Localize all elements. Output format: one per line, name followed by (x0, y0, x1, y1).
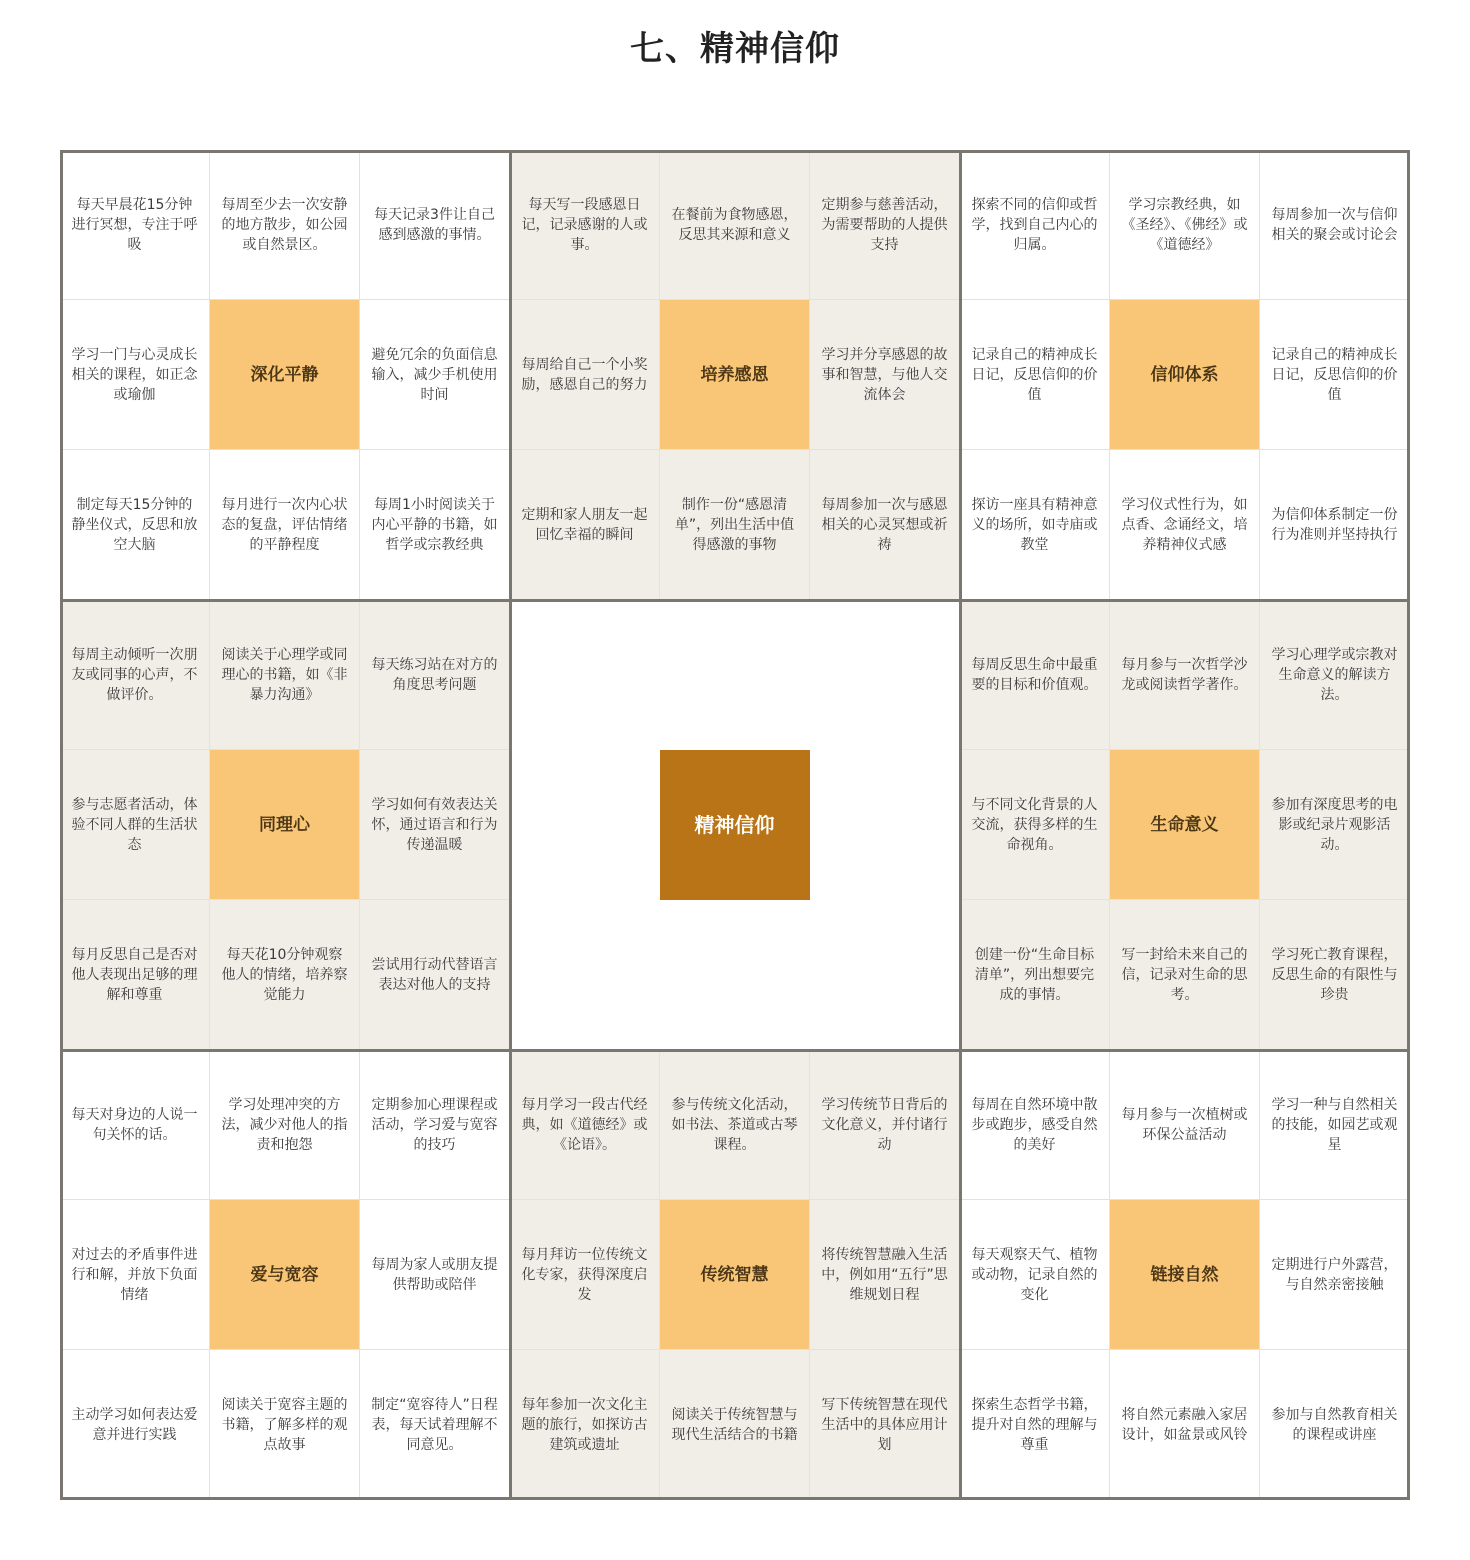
action-cell-text: 学习一种与自然相关的技能，如园艺或观星 (1271, 1096, 1398, 1153)
action-cell (1110, 600, 1260, 750)
action-cell-text: 参与志愿者活动，体验不同人群的生活状态 (71, 796, 198, 853)
action-cell-text: 每天花10分钟观察他人的情绪，培养察觉能力 (221, 946, 348, 1003)
action-cell (1260, 600, 1410, 750)
action-cell-text: 每周给自己一个小奖励，感恩自己的努力 (521, 356, 648, 393)
action-cell-text: 每天记录3件让自己感到感激的事情。 (374, 206, 495, 243)
action-cell (210, 150, 360, 300)
action-cell-text: 与不同文化背景的人交流，获得多样的生命视角。 (971, 796, 1098, 853)
action-cell (960, 300, 1110, 450)
action-cell (510, 150, 660, 300)
theme-cell (210, 750, 360, 900)
action-cell-text: 在餐前为食物感恩，反思其来源和意义 (671, 206, 798, 243)
action-cell (60, 900, 210, 1050)
action-cell (1260, 450, 1410, 600)
action-cell-text: 每周在自然环境中散步或跑步，感受自然的美好 (971, 1096, 1098, 1153)
action-cell (60, 600, 210, 750)
empty-cell (660, 900, 810, 1050)
action-cell-text: 每天写一段感恩日记，记录感谢的人或事。 (521, 196, 648, 253)
action-cell-text: 制定每天15分钟的静坐仪式，反思和放空大脑 (71, 496, 198, 553)
theme-cell-text: 信仰体系 (1150, 364, 1219, 385)
page-title: 七、精神信仰 (630, 29, 840, 69)
empty-cell (510, 600, 660, 750)
action-cell-text: 每周为家人或朋友提供帮助或陪伴 (371, 1256, 498, 1293)
action-cell (660, 450, 810, 600)
action-cell (60, 1200, 210, 1350)
action-cell (210, 1350, 360, 1500)
action-cell-text: 学习处理冲突的方法，减少对他人的指责和抱怨 (221, 1096, 348, 1153)
action-cell (1260, 1350, 1410, 1500)
action-cell-text: 学习仪式性行为，如点香、念诵经文，培养精神仪式感 (1121, 496, 1248, 553)
theme-cell (660, 1200, 810, 1350)
action-cell (1260, 750, 1410, 900)
action-cell-text: 学习宗教经典，如《圣经》、《佛经》或《道德经》 (1121, 196, 1248, 253)
action-cell-text: 避免冗余的负面信息输入，减少手机使用时间 (371, 346, 498, 403)
action-cell (1110, 150, 1260, 300)
action-cell (210, 600, 360, 750)
action-cell-text: 阅读关于心理学或同理心的书籍，如《非暴力沟通》 (221, 646, 348, 703)
action-cell (1110, 1050, 1260, 1200)
theme-cell-text: 爱与宽容 (250, 1264, 319, 1285)
action-cell-text: 学习如何有效表达关怀，通过语言和行为传递温暖 (371, 796, 498, 853)
theme-cell (210, 300, 360, 450)
action-cell (1110, 900, 1260, 1050)
action-cell (960, 1350, 1110, 1500)
action-cell (960, 1200, 1110, 1350)
action-cell (1260, 1050, 1410, 1200)
action-cell-text: 每月拜访一位传统文化专家，获得深度启发 (521, 1246, 648, 1303)
action-cell-text: 为信仰体系制定一份行为准则并坚持执行 (1271, 506, 1398, 543)
action-cell-text: 每月学习一段古代经典，如《道德经》或《论语》。 (521, 1096, 648, 1153)
theme-cell-text: 同理心 (259, 814, 310, 835)
theme-cell (210, 1200, 360, 1350)
action-cell (360, 750, 510, 900)
theme-cell-text: 传统智慧 (700, 1264, 769, 1285)
action-cell (210, 900, 360, 1050)
action-cell-text: 每天观察天气、植物或动物，记录自然的变化 (971, 1246, 1098, 1303)
action-cell (60, 150, 210, 300)
action-cell-text: 学习一门与心灵成长相关的课程，如正念或瑜伽 (71, 346, 198, 403)
action-cell-text: 每周1小时阅读关于内心平静的书籍，如哲学或宗教经典 (371, 496, 498, 553)
action-cell-text: 写一封给未来自己的信，记录对生命的思考。 (1121, 946, 1248, 1003)
action-cell-text: 探索不同的信仰或哲学，找到自己内心的归属。 (971, 196, 1098, 253)
action-cell (960, 150, 1110, 300)
action-cell (360, 300, 510, 450)
action-cell-text: 记录自己的精神成长日记，反思信仰的价值 (971, 346, 1098, 403)
action-cell-text: 参加有深度思考的电影或纪录片观影活动。 (1271, 796, 1398, 853)
action-cell (510, 1350, 660, 1500)
action-cell (210, 1050, 360, 1200)
action-cell (360, 900, 510, 1050)
action-cell-text: 阅读关于传统智慧与现代生活结合的书籍 (671, 1406, 798, 1443)
action-cell-text: 定期进行户外露营，与自然亲密接触 (1271, 1256, 1398, 1293)
theme-cell (1110, 300, 1260, 450)
block-divider-horizontal (60, 599, 1410, 602)
action-cell-text: 创建一份“生命目标清单”，列出想要完成的事情。 (974, 946, 1095, 1003)
action-cell (510, 1050, 660, 1200)
action-cell (810, 1350, 960, 1500)
action-cell-text: 每周反思生命中最重要的目标和价值观。 (971, 656, 1098, 693)
action-cell (360, 1050, 510, 1200)
theme-cell (1110, 1200, 1260, 1350)
action-cell (1260, 900, 1410, 1050)
action-cell-text: 每月进行一次内心状态的复盘，评估情绪的平静程度 (221, 496, 348, 553)
action-cell-text: 探索生态哲学书籍，提升对自然的理解与尊重 (971, 1396, 1098, 1453)
block-divider-vertical (509, 150, 512, 1500)
action-cell (510, 300, 660, 450)
action-cell (960, 900, 1110, 1050)
empty-cell (660, 600, 810, 750)
action-cell-text: 制定“宽容待人”日程表，每天试着理解不同意见。 (371, 1396, 498, 1453)
action-cell (1110, 1350, 1260, 1500)
block-divider-horizontal (60, 1049, 1410, 1052)
action-cell (810, 1050, 960, 1200)
action-cell (60, 750, 210, 900)
action-cell-text: 将传统智慧融入生活中，例如用“五行”思维规划日程 (821, 1246, 948, 1303)
action-cell (660, 1050, 810, 1200)
action-cell (360, 1350, 510, 1500)
action-cell (1260, 300, 1410, 450)
theme-cell (660, 300, 810, 450)
action-cell (510, 450, 660, 600)
action-cell (960, 750, 1110, 900)
empty-cell (510, 900, 660, 1050)
action-cell (1260, 150, 1410, 300)
empty-cell (810, 750, 960, 900)
action-cell (810, 150, 960, 300)
action-cell-text: 参与传统文化活动，如书法、茶道或古琴课程。 (671, 1096, 798, 1153)
action-cell (1260, 1200, 1410, 1350)
action-cell (210, 450, 360, 600)
action-cell-text: 记录自己的精神成长日记，反思信仰的价值 (1271, 346, 1398, 403)
mandala-chart (60, 150, 1410, 1500)
action-cell (660, 150, 810, 300)
theme-cell-text: 深化平静 (250, 364, 319, 385)
action-cell-text: 每月参与一次植树或环保公益活动 (1121, 1106, 1248, 1143)
action-cell (960, 1050, 1110, 1200)
empty-cell (810, 600, 960, 750)
action-cell (360, 450, 510, 600)
action-cell-text: 尝试用行动代替语言表达对他人的支持 (371, 956, 498, 993)
action-cell (60, 450, 210, 600)
action-cell-text: 每周主动倾听一次朋友或同事的心声，不做评价。 (71, 646, 198, 703)
theme-cell-text: 培养感恩 (700, 364, 769, 385)
action-cell (1110, 450, 1260, 600)
action-cell-text: 写下传统智慧在现代生活中的具体应用计划 (821, 1396, 948, 1453)
action-cell (810, 1200, 960, 1350)
action-cell-text: 每周参加一次与感恩相关的心灵冥想或祈祷 (821, 496, 948, 553)
center-theme-cell (660, 750, 810, 900)
action-cell-text: 学习并分享感恩的故事和智慧，与他人交流体会 (821, 346, 948, 403)
action-cell-text: 每周参加一次与信仰相关的聚会或讨论会 (1271, 206, 1398, 243)
action-cell (360, 150, 510, 300)
action-cell (510, 1200, 660, 1350)
action-cell (360, 600, 510, 750)
action-cell (60, 1050, 210, 1200)
action-cell-text: 每月反思自己是否对他人表现出足够的理解和尊重 (71, 946, 198, 1003)
action-cell-text: 每年参加一次文化主题的旅行，如探访古建筑或遗址 (521, 1396, 648, 1453)
center-theme-cell-text: 精神信仰 (694, 812, 775, 837)
empty-cell (510, 750, 660, 900)
action-cell-text: 探访一座具有精神意义的场所，如寺庙或教堂 (971, 496, 1098, 553)
action-cell (810, 300, 960, 450)
action-cell-text: 定期参加心理课程或活动，学习爱与宽容的技巧 (371, 1096, 498, 1153)
action-cell (960, 600, 1110, 750)
action-cell (960, 450, 1110, 600)
theme-cell-text: 链接自然 (1150, 1264, 1219, 1285)
action-cell-text: 每月参与一次哲学沙龙或阅读哲学著作。 (1121, 656, 1248, 693)
action-cell (810, 450, 960, 600)
action-cell-text: 阅读关于宽容主题的书籍，了解多样的观点故事 (221, 1396, 348, 1453)
action-cell (60, 1350, 210, 1500)
action-cell-text: 将自然元素融入家居设计，如盆景或风铃 (1121, 1406, 1248, 1443)
action-cell-text: 学习死亡教育课程，反思生命的有限性与珍贵 (1271, 946, 1398, 1003)
action-cell-text: 每周至少去一次安静的地方散步，如公园或自然景区。 (221, 196, 348, 253)
action-cell-text: 学习传统节日背后的文化意义，并付诸行动 (821, 1096, 948, 1153)
action-cell-text: 对过去的矛盾事件进行和解，并放下负面情绪 (71, 1246, 198, 1303)
action-cell-text: 参加与自然教育相关的课程或讲座 (1271, 1406, 1398, 1443)
action-cell-text: 定期参与慈善活动，为需要帮助的人提供支持 (821, 196, 948, 253)
action-cell (660, 1350, 810, 1500)
action-cell-text: 每天早晨花15分钟进行冥想，专注于呼吸 (71, 196, 198, 253)
theme-cell-text: 生命意义 (1150, 814, 1219, 835)
action-cell-text: 制作一份“感恩清单”，列出生活中值得感激的事物 (674, 496, 795, 553)
action-cell (360, 1200, 510, 1350)
action-cell (60, 300, 210, 450)
action-cell-text: 主动学习如何表达爱意并进行实践 (71, 1406, 198, 1443)
block-divider-vertical (959, 150, 962, 1500)
action-cell-text: 每天对身边的人说一句关怀的话。 (71, 1106, 198, 1143)
theme-cell (1110, 750, 1260, 900)
action-cell-text: 学习心理学或宗教对生命意义的解读方法。 (1271, 646, 1398, 703)
action-cell-text: 每天练习站在对方的角度思考问题 (371, 656, 498, 693)
action-cell-text: 定期和家人朋友一起回忆幸福的瞬间 (521, 506, 648, 543)
empty-cell (810, 900, 960, 1050)
